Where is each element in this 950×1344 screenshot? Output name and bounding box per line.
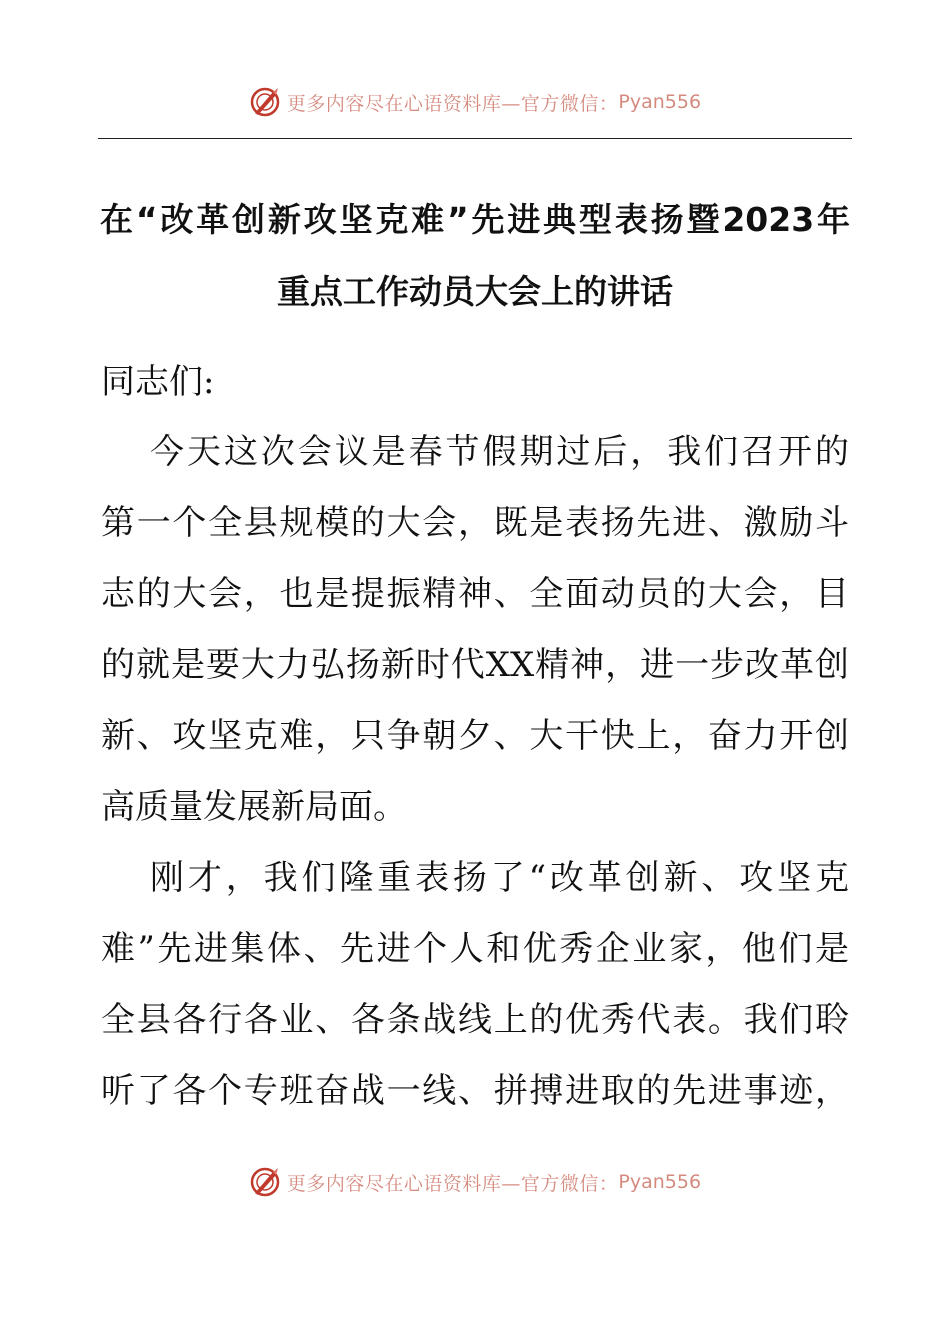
paragraph-1-line-5: 新、攻坚克难，只争朝夕、大干快上，奋力开创 [101, 716, 849, 756]
paragraph-2-line-1: 刚才，我们隆重表扬了“改革创新、攻坚克 [150, 858, 849, 898]
paragraph-1-line-3: 志的大会，也是提振精神、全面动员的大会，目 [101, 574, 849, 614]
header-watermark-text: 更多内容尽在心语资料库—官方微信： [286, 92, 619, 115]
document-title-line-1: 在“改革创新攻坚克难”先进典型表扬暨2023年 [100, 200, 850, 239]
header-watermark-wechat: Pyan556 [618, 91, 702, 113]
paragraph-2-line-2: 难”先进集体、先进个人和优秀企业家，他们是 [101, 929, 849, 969]
paragraph-2-line-4: 听了各个专班奋战一线、拼搏进取的先进事迹， [101, 1071, 849, 1111]
salutation: 同志们: [101, 362, 215, 402]
paragraph-1-line-6: 高质量发展新局面。 [101, 787, 407, 827]
paragraph-2-line-3: 全县各行各业、各条战线上的优秀代表。我们聆 [101, 1000, 849, 1040]
footer-watermark-text: 更多内容尽在心语资料库—官方微信： [286, 1172, 619, 1195]
footer-watermark [0, 1162, 950, 1202]
paragraph-1-line-4: 的就是要大力弘扬新时代XX精神，进一步改革创 [101, 645, 849, 685]
quill-logo-icon [249, 86, 281, 118]
quill-logo-icon [249, 1166, 281, 1198]
document-title-line-2: 重点工作动员大会上的讲话 [277, 272, 673, 311]
header-watermark [0, 82, 950, 122]
paragraph-1-line-2: 第一个全县规模的大会，既是表扬先进、激励斗 [101, 503, 849, 543]
paragraph-1-line-1: 今天这次会议是春节假期过后，我们召开的 [150, 432, 849, 472]
footer-watermark-wechat: Pyan556 [618, 1171, 702, 1193]
header-divider [98, 138, 852, 139]
